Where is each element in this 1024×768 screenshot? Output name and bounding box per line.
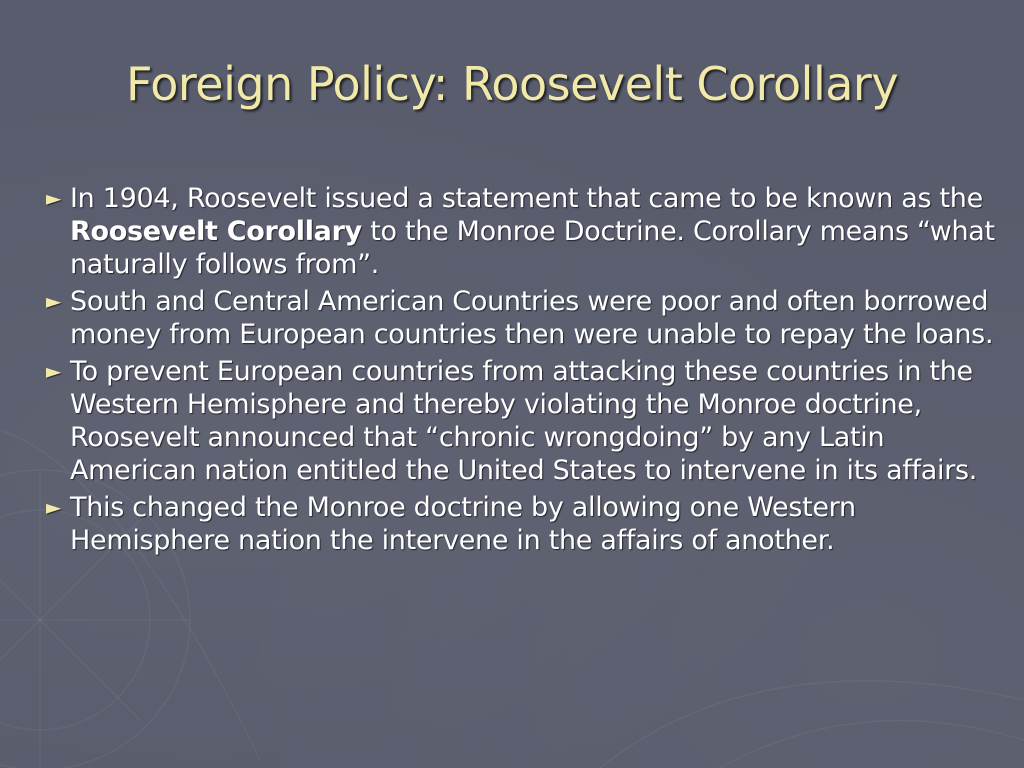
bullet-arrow-icon: ► [46,495,62,519]
bullet-arrow-icon: ► [46,186,62,210]
bullet-item [46,285,996,351]
bullet-item [46,355,996,487]
bullet-arrow-icon: ► [46,359,62,383]
bullet-text: This changed the Monroe doctrine by allowing one Western Hemisphere nation the intervene in the affairs of another. [70,492,856,556]
bullet-arrow-icon: ► [46,289,62,313]
bullet-text: In 1904, Roosevelt issued a statement that came to be known as the [70,183,983,214]
bullet-text: To prevent European countries from attacking these countries in the Western Hemisphere and thereby violating the Monroe doctrine, Roosevelt announced that “chronic wrongdoing” by any Latin American nation entitled the United States to intervene in its affairs. [70,356,978,486]
bullet-list [46,182,996,561]
bullet-item [46,491,996,557]
bullet-text: South and Central American Countries were poor and often borrowed money from European countries then were unable to repay the loans. [70,286,994,350]
bullet-text: to the Monroe Doctrine. Corollary means “what naturally follows from”. [70,216,995,280]
bullet-bold-term: Roosevelt Corollary [70,216,362,247]
slide-title: Foreign Policy: Roosevelt Corollary [125,57,899,111]
bullet-item [46,182,996,281]
